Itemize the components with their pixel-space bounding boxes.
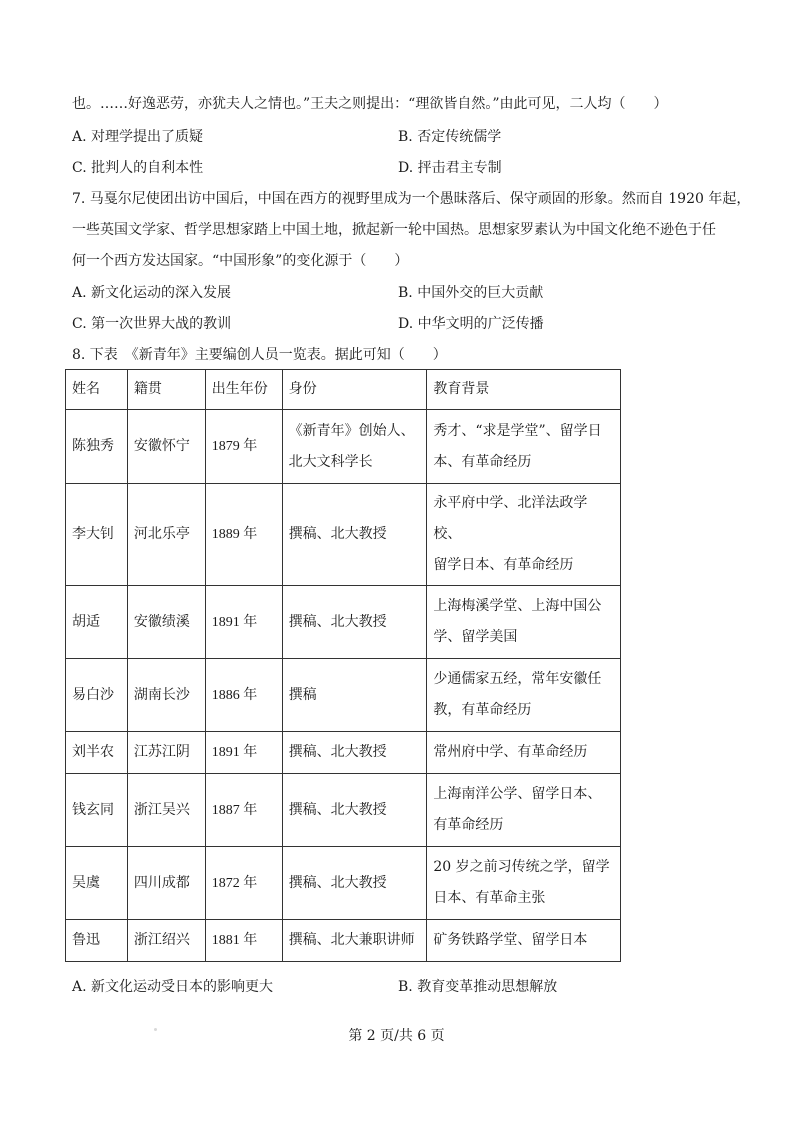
q6-stem-tail: 也。……好逸恶劳，亦犹夫人之情也。”王夫之则提出：“理欲皆自然。”由此可见，二人均（ ）: [72, 96, 668, 112]
cell-name: 李大钊: [66, 484, 128, 586]
cell-identity: [282, 410, 427, 484]
header-birth-year: 出生年份: [205, 370, 282, 410]
cell-identity: [282, 774, 427, 847]
cell-education-line: 常州府中学、有革命经历: [433, 744, 588, 760]
cell-education: [427, 586, 621, 659]
q7-stem-line-2: 一些英国文学家、哲学思想家踏上中国土地，掀起新一轮中国热。思想家罗素认为中国文化绝不逊色于任: [72, 222, 716, 238]
cell-birth-year: 1887 年: [205, 774, 282, 847]
cell-birth-year: 1889 年: [205, 484, 282, 586]
cell-native-place: 四川成都: [127, 847, 205, 920]
cell-identity-line: 撰稿、北大教授: [288, 801, 387, 818]
cell-native-place: 江苏江阴: [127, 732, 205, 774]
cell-education-line: 矿务铁路学堂、留学日本: [433, 932, 588, 948]
cell-identity-line: 撰稿、北大教授: [288, 526, 387, 542]
q7-option-d: D. 中华文明的广泛传播: [398, 316, 544, 332]
cell-name: 钱玄同: [66, 774, 128, 847]
cell-birth-year: 1886 年: [205, 659, 282, 732]
cell-education: [427, 659, 621, 732]
cell-identity-line: 《新青年》创始人、: [288, 422, 415, 439]
header-identity: 身份: [282, 370, 427, 410]
table-row: [66, 732, 621, 774]
cell-education-line: 教，有革命经历: [433, 702, 532, 718]
q7-option-b: B. 中国外交的巨大贡献: [398, 285, 544, 301]
cell-name: 刘半农: [66, 732, 128, 774]
cell-birth-year: 1879 年: [205, 410, 282, 484]
cell-identity: [282, 732, 427, 774]
cell-education-line: 上海南洋公学、留学日本、: [433, 786, 602, 802]
cell-education-line: 留学日本、有革命经历: [433, 557, 574, 573]
cell-education: [427, 774, 621, 847]
cell-name: 吴虞: [66, 847, 128, 920]
q8-option-b: B. 教育变革推动思想解放: [398, 979, 558, 995]
cell-native-place: 浙江吴兴: [127, 774, 205, 847]
header-native-place: 籍贯: [127, 370, 205, 410]
table-row: [66, 659, 621, 732]
cell-name: 易白沙: [66, 659, 128, 732]
editors-table: [65, 369, 621, 962]
cell-name: 陈独秀: [66, 410, 128, 484]
cell-education-line: 本、有革命经历: [433, 453, 532, 470]
cell-identity: [282, 920, 427, 962]
cell-birth-year: 1891 年: [205, 732, 282, 774]
cell-education-line: 20 岁之前习传统之学，留学: [433, 859, 610, 875]
cell-identity: [282, 586, 427, 659]
table-row: [66, 484, 621, 586]
header-education: 教育背景: [427, 370, 621, 410]
q7-stem-line-3: 何一个西方发达国家。“中国形象”的变化源于（ ）: [72, 253, 409, 269]
cell-education: [427, 410, 621, 484]
cell-native-place: 安徽怀宁: [127, 410, 205, 484]
cell-identity: [282, 659, 427, 732]
cell-name: 胡适: [66, 586, 128, 659]
cell-education-line: 上海梅溪学堂、上海中国公: [433, 598, 602, 614]
cell-native-place: 安徽绩溪: [127, 586, 205, 659]
cell-identity: [282, 847, 427, 920]
cell-education-line: 日本、有革命主张: [433, 890, 546, 906]
q6-option-c: C. 批判人的自利本性: [72, 160, 204, 176]
q7-stem-line-1: 7. 马戛尔尼使团出访中国后，中国在西方的视野里成为一个愚昧落后、保守顽固的形象。然而自 1920 年起，: [72, 191, 751, 207]
cell-birth-year: 1881 年: [205, 920, 282, 962]
q7-option-a: A. 新文化运动的深入发展: [72, 285, 232, 301]
cell-education-line: 永平府中学、北洋法政学校、: [433, 495, 588, 542]
cell-education-line: 有革命经历: [433, 817, 504, 833]
cell-education: [427, 920, 621, 962]
q8-stem: 8. 下表 《新青年》主要编创人员一览表。据此可知（ ）: [72, 347, 447, 363]
cell-identity-line: 撰稿、北大教授: [288, 874, 387, 891]
q8-option-a: A. 新文化运动受日本的影响更大: [72, 979, 274, 995]
cell-identity-line: 撰稿、北大教授: [288, 613, 387, 630]
header-name: 姓名: [66, 370, 128, 410]
cell-name: 鲁迅: [66, 920, 128, 962]
cell-identity-line: 北大文科学长: [288, 453, 373, 470]
table-row: [66, 410, 621, 484]
table-row: [66, 847, 621, 920]
cell-native-place: 湖南长沙: [127, 659, 205, 732]
table-header-row: [66, 370, 621, 410]
q6-option-d: D. 抨击君主专制: [398, 160, 502, 176]
cell-identity-line: 撰稿、北大兼职讲师: [288, 932, 415, 948]
cell-education: [427, 732, 621, 774]
cell-native-place: 浙江绍兴: [127, 920, 205, 962]
q6-option-a: A. 对理学提出了质疑: [72, 129, 204, 145]
cell-education-line: 学、留学美国: [433, 629, 518, 645]
page-footer: 第 2 页/共 6 页: [348, 1028, 445, 1044]
table-row: [66, 920, 621, 962]
cell-identity-line: 撰稿: [288, 686, 317, 703]
cell-education-line: 秀才、“求是学堂”、留学日: [433, 422, 602, 439]
cell-education: [427, 484, 621, 586]
cell-birth-year: 1891 年: [205, 586, 282, 659]
cell-identity: [282, 484, 427, 586]
table-row: [66, 774, 621, 847]
q7-option-c: C. 第一次世界大战的教训: [72, 316, 232, 332]
q6-option-b: B. 否定传统儒学: [398, 129, 502, 145]
table-row: [66, 586, 621, 659]
cell-identity-line: 撰稿、北大教授: [288, 744, 387, 760]
cell-education: [427, 847, 621, 920]
cell-birth-year: 1872 年: [205, 847, 282, 920]
cell-education-line: 少通儒家五经，常年安徽任: [433, 671, 602, 687]
cell-native-place: 河北乐亭: [127, 484, 205, 586]
